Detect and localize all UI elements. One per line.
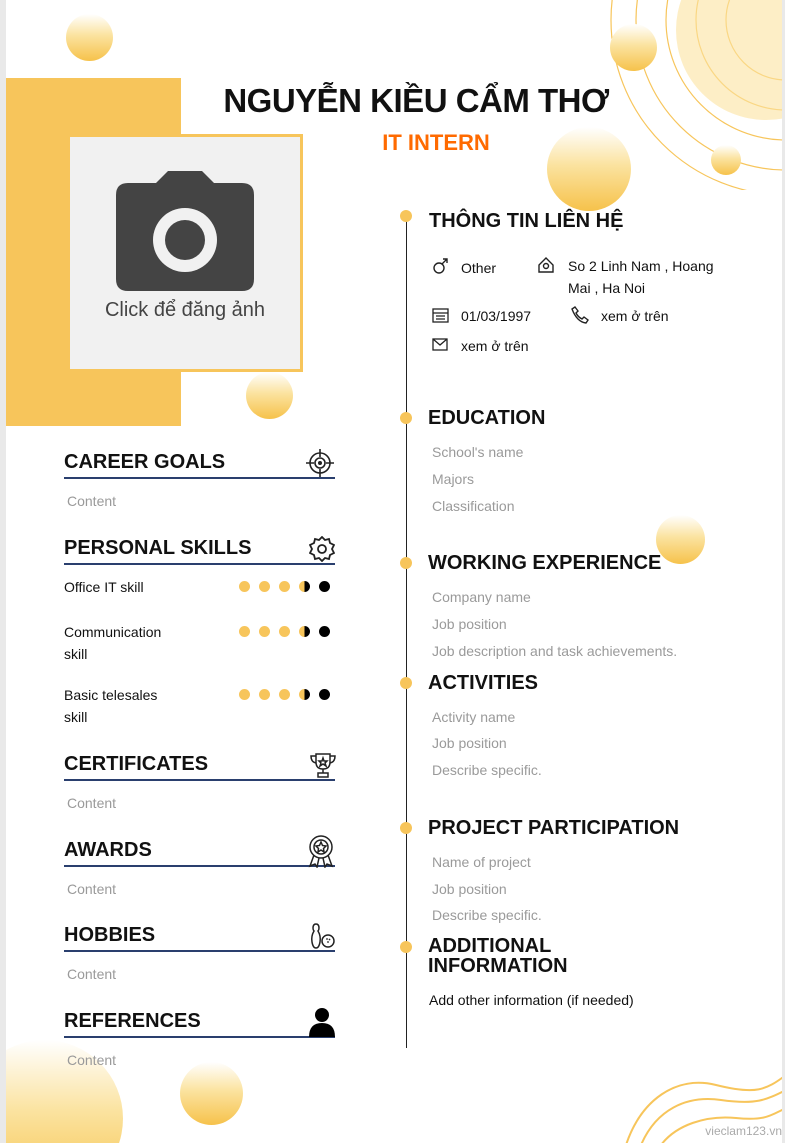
photo-caption: Click để đăng ảnh bbox=[104, 299, 266, 321]
timeline-dot bbox=[400, 677, 412, 689]
skill-dot bbox=[239, 626, 250, 637]
experience-heading: WORKING EXPERIENCE bbox=[428, 552, 662, 574]
activities-heading: ACTIVITIES bbox=[428, 672, 539, 694]
decor-bubble bbox=[610, 24, 657, 71]
experience-item: Company name bbox=[432, 589, 531, 605]
education-item: School's name bbox=[432, 444, 524, 460]
cv-page bbox=[6, 0, 782, 1143]
hobbies-content: Content bbox=[67, 966, 117, 982]
projects-heading: PROJECT PARTICIPATION bbox=[428, 817, 680, 839]
email-icon bbox=[432, 338, 448, 351]
contact-dob: 01/03/1997 bbox=[461, 308, 532, 324]
home-icon bbox=[537, 256, 555, 274]
decor-bubble bbox=[547, 127, 631, 211]
skill-dot bbox=[299, 581, 310, 592]
activities-item: Job position bbox=[432, 735, 507, 751]
skill-dot bbox=[319, 626, 330, 637]
gender-icon bbox=[431, 258, 449, 276]
timeline-dot bbox=[400, 941, 412, 953]
projects-item: Job position bbox=[432, 881, 507, 897]
decor-bubble bbox=[246, 372, 293, 419]
certificates-heading: CERTIFICATES bbox=[64, 753, 335, 781]
camera-icon bbox=[116, 171, 254, 291]
gear-icon bbox=[309, 536, 335, 562]
education-item: Majors bbox=[432, 471, 475, 487]
skill-dot bbox=[279, 581, 290, 592]
timeline-dot bbox=[400, 822, 412, 834]
skill-dot bbox=[239, 689, 250, 700]
watermark: vieclam123.vn bbox=[705, 1124, 782, 1138]
references-content: Content bbox=[67, 1052, 117, 1068]
education-heading: EDUCATION bbox=[428, 407, 546, 429]
contact-address: So 2 Linh Nam , Hoang Mai , Ha Noi bbox=[568, 258, 714, 296]
skill-label-line: skill bbox=[64, 709, 88, 725]
career-goals-heading: CAREER GOALS bbox=[64, 451, 335, 479]
personal-skills-heading: PERSONAL SKILLS bbox=[64, 537, 335, 565]
bowling-icon bbox=[310, 922, 336, 950]
skill-dot bbox=[299, 689, 310, 700]
skill-label bbox=[64, 621, 184, 665]
activities-item: Describe specific. bbox=[432, 762, 542, 778]
trophy-icon bbox=[310, 752, 336, 779]
additional-text: Add other information (if needed) bbox=[429, 992, 634, 1008]
skill-label-line: Basic telesales bbox=[64, 687, 158, 703]
awards-heading: AWARDS bbox=[64, 839, 335, 867]
timeline-dot bbox=[400, 557, 412, 569]
candidate-name: NGUYỄN KIỀU CẨM THƠ bbox=[223, 82, 609, 119]
contact-email: xem ở trên bbox=[461, 338, 529, 354]
decor-bubble bbox=[711, 145, 741, 175]
skill-label bbox=[64, 684, 184, 728]
medal-icon bbox=[307, 834, 335, 868]
skill-label bbox=[64, 576, 184, 598]
skill-dot bbox=[319, 581, 330, 592]
phone-icon bbox=[571, 306, 589, 324]
additional-heading-line: INFORMATION bbox=[428, 955, 568, 977]
skill-dot bbox=[239, 581, 250, 592]
calendar-icon bbox=[432, 307, 449, 323]
additional-heading bbox=[428, 936, 568, 976]
skill-dot bbox=[259, 626, 270, 637]
certificates-content: Content bbox=[67, 795, 117, 811]
avatar-upload[interactable] bbox=[67, 134, 303, 372]
skill-dot bbox=[279, 626, 290, 637]
experience-item: Job position bbox=[432, 616, 507, 632]
additional-heading-line: ADDITIONAL bbox=[428, 935, 552, 957]
references-heading: REFERENCES bbox=[64, 1010, 335, 1038]
contact-gender: Other bbox=[461, 260, 497, 276]
career-goals-content: Content bbox=[67, 493, 117, 509]
education-item: Classification bbox=[432, 498, 515, 514]
skill-dot bbox=[299, 626, 310, 637]
skill-dot bbox=[259, 581, 270, 592]
timeline-dot bbox=[400, 412, 412, 424]
contact-phone: xem ở trên bbox=[601, 308, 669, 324]
timeline-dot bbox=[400, 210, 412, 222]
contact-heading: THÔNG TIN LIÊN HỆ bbox=[429, 210, 624, 232]
person-icon bbox=[309, 1007, 335, 1037]
experience-item: Job description and task achievements. bbox=[432, 643, 678, 659]
activities-item: Activity name bbox=[432, 709, 516, 725]
skill-dot bbox=[319, 689, 330, 700]
skill-dot bbox=[279, 689, 290, 700]
decor-bubble bbox=[180, 1062, 243, 1125]
skill-label-line: skill bbox=[64, 646, 88, 662]
projects-item: Describe specific. bbox=[432, 907, 542, 923]
timeline-line bbox=[406, 214, 407, 1048]
awards-content: Content bbox=[67, 881, 117, 897]
target-icon bbox=[306, 449, 334, 477]
projects-item: Name of project bbox=[432, 854, 531, 870]
decor-bubble bbox=[656, 515, 705, 564]
hobbies-heading: HOBBIES bbox=[64, 924, 335, 952]
skill-label-line: Communication bbox=[64, 624, 162, 640]
decor-bubble bbox=[66, 14, 113, 61]
skill-dot bbox=[259, 689, 270, 700]
skill-label-line: Office IT skill bbox=[64, 579, 144, 595]
candidate-role: IT INTERN bbox=[382, 130, 490, 155]
